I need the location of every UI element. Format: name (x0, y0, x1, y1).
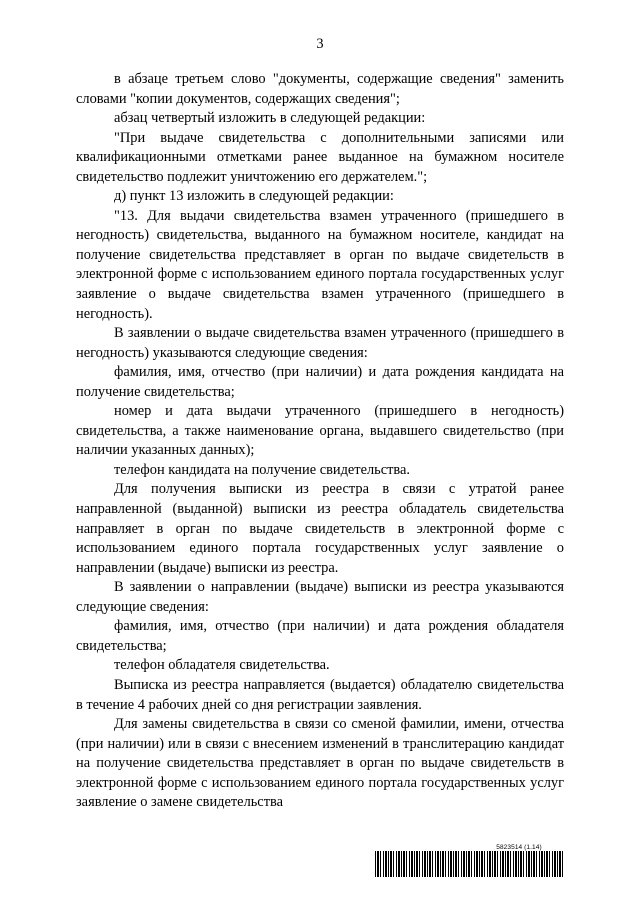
paragraph: в абзаце третьем слово "документы, содержащие сведения" заменить словами "копии документов, содержащих сведения"; (76, 71, 564, 107)
paragraph: фамилия, имя, отчество (при наличии) и дата рождения кандидата на получение свидетельства; (76, 364, 564, 400)
barcode-id-label: 5823514 (1.14) (496, 844, 542, 851)
paragraph: телефон обладателя свидетельства. (114, 657, 330, 674)
paragraph: "13. Для выдачи свидетельства взамен утраченного (пришедшего в негодность) свидетельства, выданного на бумажном носителе, кандидат на получение свидетельства представляет в орган по выдаче свидетельств в электронной форме с использованием единого портала государственных услуг заявление о выдаче свидетельства взамен утраченного (пришедшего в негодность). (76, 207, 564, 322)
paragraph: Для получения выписки из реестра в связи с утратой ранее направленной (выданной) выписки из реестра обладатель свидетельства направляет в орган по выдаче свидетельств в электронной форме с использованием единого портала государственных услуг заявление о направлении (выдаче) выписки из реестра. (76, 481, 564, 576)
paragraph: Выписка из реестра направляется (выдается) обладателю свидетельства в течение 4 рабочих дней со дня регистрации заявления. (76, 676, 564, 713)
paragraph: В заявлении о направлении (выдаче) выписки из реестра указываются следующие сведения: (76, 579, 564, 615)
paragraph: фамилия, имя, отчество (при наличии) и дата рождения обладателя свидетельства; (76, 618, 564, 654)
paragraph: "При выдаче свидетельства с дополнительными записями или квалификационными отметками ранее выданное на бумажном носителе свидетельство подлежит уничтожению его держателем."; (76, 129, 564, 185)
page-number: 3 (316, 36, 324, 52)
paragraph: абзац четвертый изложить в следующей редакции: (114, 110, 426, 127)
paragraph: д) пункт 13 изложить в следующей редакции: (114, 188, 394, 205)
paragraph: В заявлении о выдаче свидетельства взамен утраченного (пришедшего в негодность) указываются следующие сведения: (76, 325, 564, 361)
barcode-icon (375, 851, 565, 877)
paragraph: номер и дата выдачи утраченного (пришедшего в негодность) свидетельства, а также наименование органа, выдавшего свидетельство (при наличии указанных данных); (76, 403, 564, 459)
paragraph: телефон кандидата на получение свидетельства. (114, 461, 410, 478)
paragraph: Для замены свидетельства в связи со сменой фамилии, имени, отчества (при наличии) или в связи с внесением изменений в транслитерацию кандидат на получение свидетельства представляет в орган по выдаче свидетельств в электронной форме с использованием единого портала государственных услуг заявление о замене свидетельства (76, 716, 564, 811)
document-body (76, 70, 564, 813)
